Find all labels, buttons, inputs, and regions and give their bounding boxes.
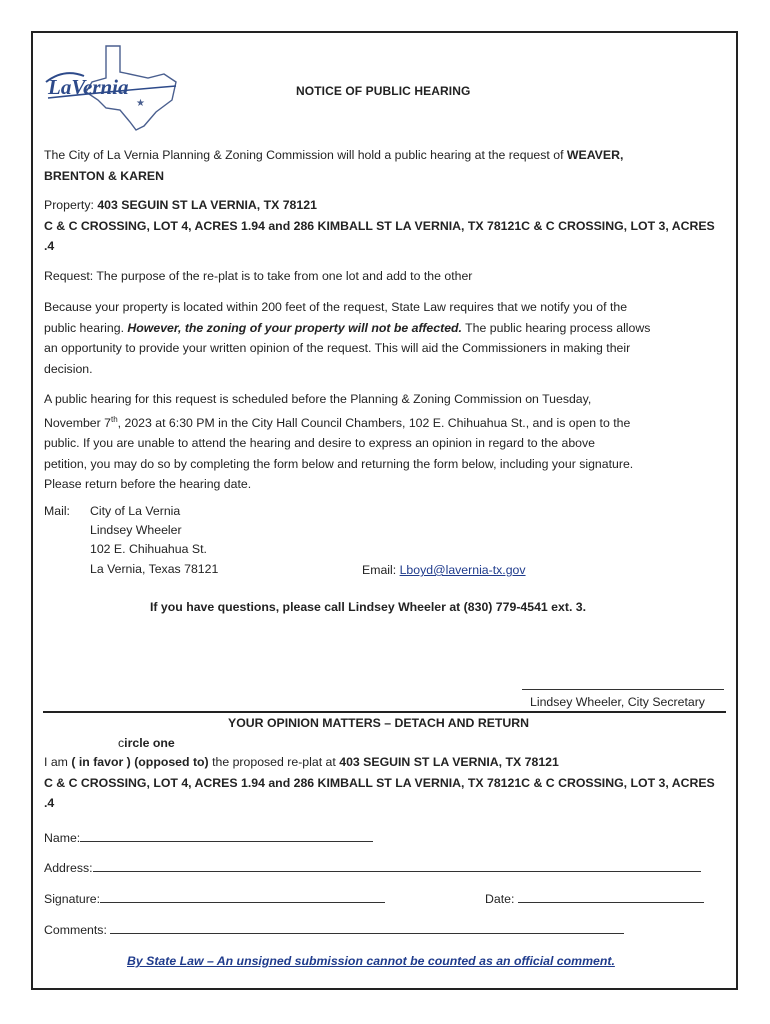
mail-line: Lindsey Wheeler (90, 523, 182, 538)
questions-text: If you have questions, please call Lindsey Wheeler at (830) 779-4541 ext. 3. (150, 600, 587, 614)
property-label: Property: (44, 198, 98, 212)
mail-line: La Vernia, Texas 78121 (90, 561, 219, 576)
comments-field-row (44, 920, 624, 941)
requester-name-cont: BRENTON & KAREN (44, 168, 165, 183)
opinion-statement (44, 752, 734, 814)
date-field[interactable] (518, 889, 704, 903)
favor-opposed-choice[interactable]: ( in favor ) (opposed to) (71, 755, 209, 769)
notice-paragraph (44, 297, 734, 379)
property-legal-cont: .4 (44, 239, 55, 253)
signature-label: Signature: (44, 892, 101, 906)
circle-one-rest: ircle one (124, 736, 175, 750)
property-section (44, 195, 734, 257)
request-text: Request: The purpose of the re-plat is to take from one lot and add to the other (44, 269, 473, 283)
hearing-line: petition, you may do so by completing the form below and returning the form below, including your signature. (44, 456, 634, 471)
circle-one-instruction (118, 733, 175, 754)
opinion-text: the proposed re-plat at (208, 755, 340, 769)
name-field[interactable] (80, 828, 373, 842)
iam-text: I am (44, 755, 72, 769)
mail-line: City of La Vernia (90, 504, 181, 518)
comments-label: Comments: (44, 923, 111, 937)
signature-field[interactable] (100, 889, 385, 903)
zoning-notice-emphasis: However, the zoning of your property will not be affected. (127, 320, 462, 335)
signature-field-row (44, 889, 385, 910)
mail-address (90, 502, 218, 579)
requester-name: WEAVER, (566, 148, 624, 162)
date-field-row (485, 889, 704, 910)
name-field-row (44, 828, 373, 849)
intro-text: The City of La Vernia Planning & Zoning Commission will hold a public hearing at the request of (44, 148, 567, 162)
notice-line: The public hearing process allows (461, 320, 651, 335)
opinion-address: 403 SEGUIN ST LA VERNIA, TX 78121 (339, 755, 559, 769)
address-field-row (44, 858, 701, 879)
svg-text:★: ★ (136, 98, 145, 109)
svg-text:LaVernia: LaVernia (48, 75, 129, 99)
property-address: 403 SEGUIN ST LA VERNIA, TX 78121 (97, 198, 317, 212)
hearing-line: public. If you are unable to attend the hearing and desire to express an opinion in regard to the above (44, 436, 596, 451)
la-vernia-texas-logo (44, 42, 184, 134)
mail-line: 102 E. Chihuahua St. (90, 542, 207, 557)
notice-line: an opportunity to provide your written opinion of the request. This will aid the Commissioners in making their (44, 341, 631, 355)
hearing-paragraph (44, 389, 734, 495)
opinion-heading: YOUR OPINION MATTERS – DETACH AND RETURN (228, 716, 530, 730)
opinion-legal-cont: .4 (44, 796, 55, 810)
address-label: Address: (44, 861, 93, 875)
hearing-date: November 7 (44, 415, 111, 430)
mail-label: Mail: (44, 504, 70, 518)
page-title: NOTICE OF PUBLIC HEARING (296, 84, 471, 98)
intro-paragraph (44, 145, 734, 186)
name-label: Name: (44, 831, 81, 845)
notice-line: decision. (44, 361, 93, 376)
notice-line: public hearing. (44, 320, 128, 335)
hearing-line: A public hearing for this request is scheduled before the Planning & Zoning Commission on Tuesday, (44, 392, 592, 406)
address-field[interactable] (93, 858, 701, 872)
email-label: Email: (362, 563, 400, 577)
footer-notice: By State Law – An unsigned submission cannot be counted as an official comment. (127, 954, 615, 968)
signature-line (522, 689, 724, 690)
hearing-line: , 2023 at 6:30 PM in the City Hall Council Chambers, 102 E. Chihuahua St., and is open to the (117, 415, 631, 430)
city-secretary-name: Lindsey Wheeler, City Secretary (530, 695, 705, 709)
hearing-date-suffix: th (110, 414, 118, 424)
comments-field[interactable] (110, 920, 624, 934)
circle-one-c: c (118, 736, 125, 750)
date-label: Date: (485, 892, 518, 906)
property-legal: C & C CROSSING, LOT 4, ACRES 1.94 and 286 KIMBALL ST LA VERNIA, TX 78121C & C CROSSING, LOT 3, ACRES (44, 218, 715, 233)
opinion-legal: C & C CROSSING, LOT 4, ACRES 1.94 and 286 KIMBALL ST LA VERNIA, TX 78121C & C CROSSING, LOT 3, ACRES (44, 775, 715, 790)
notice-line: Because your property is located within 200 feet of the request, State Law requires that we notify you of the (44, 300, 628, 314)
hearing-line: Please return before the hearing date. (44, 477, 252, 492)
email-line (362, 560, 526, 581)
email-link[interactable]: Lboyd@lavernia-tx.gov (399, 563, 526, 577)
